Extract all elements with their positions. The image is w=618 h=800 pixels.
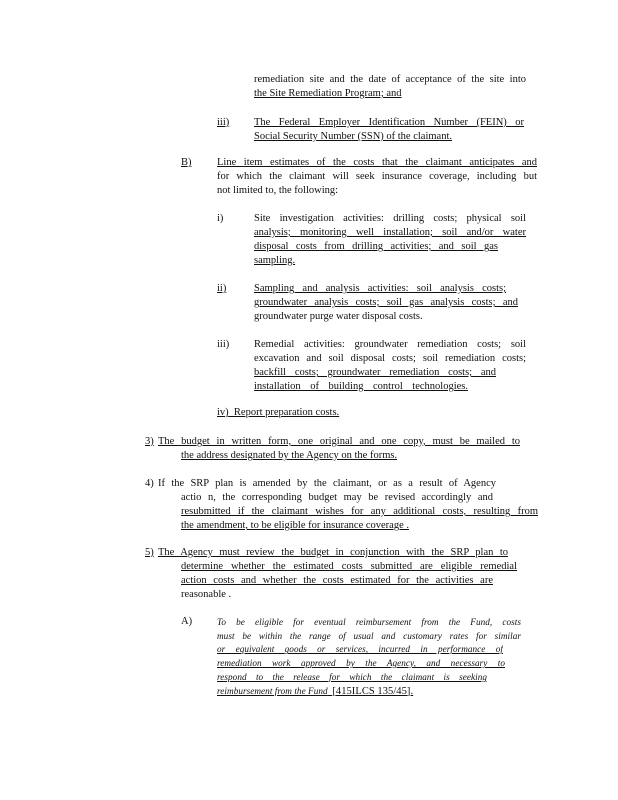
item-b-text (217, 156, 537, 198)
statute-citation: [415ILCS 135/45]. (332, 685, 414, 697)
item-5-line-4: reasonable . (181, 589, 232, 600)
sub-i-line-4: sampling. (254, 255, 296, 266)
sub-iii-line-2: excavation and soil disposal costs; soil remediation costs; (254, 353, 526, 364)
subitem-iv-label: iv) (217, 407, 229, 418)
subitem-i-label: i) (217, 213, 224, 224)
sub-iii-line-3: backfill costs; groundwater remediation costs; and (254, 367, 496, 378)
b-line-3: not limited to, the following: (217, 185, 339, 196)
item-5a-line-6-text: reimbursement from the Fund (217, 685, 328, 696)
subitem-iv (217, 406, 377, 420)
fein-line-2: Social Security Number (SSN) of the claimant. (254, 131, 452, 142)
item-3-text (158, 435, 538, 463)
subitem-ii-label: ii) (217, 283, 227, 294)
sub-i-line-2: analysis; monitoring well installation; soil and/or water (254, 227, 526, 238)
item-4-label: 4) (145, 478, 154, 489)
continuation-paragraph (254, 73, 526, 101)
fein-line-1: The Federal Employer Identification Number (FEIN) or (254, 117, 524, 128)
item-5a-line-6 (217, 685, 461, 699)
continuation-line-2: the Site Remediation Program; and (254, 88, 402, 99)
item-b-label: B) (181, 157, 192, 168)
item-3-line-1: The budget in written form, one original and one copy, must be mailed to (158, 436, 520, 447)
sub-i-line-3: disposal costs from drilling activities; and soil gas (254, 241, 498, 252)
item-3-line-2: the address designated by the Agency on the forms. (181, 450, 398, 461)
b-line-2: for which the claimant will seek insurance coverage, including but (217, 171, 537, 182)
item-4-line-3: resubmitted if the claimant wishes for any additional costs, resulting from (181, 506, 538, 517)
sub-ii-line-1: Sampling and analysis activities: soil analysis costs; (254, 283, 506, 294)
item-4-line-4: the amendment, to be eligible for insurance coverage . (181, 520, 409, 531)
item-5-text (158, 546, 538, 602)
item-5a-line-3: or equivalent goods or services, incurred in performance of (217, 644, 503, 655)
item-5a-line-1: To be eligible for eventual reimbursement from the Fund, costs (217, 617, 521, 627)
item-iii-fein-text (254, 116, 524, 144)
item-iii-fein-label: iii) (217, 117, 230, 128)
item-5-line-3: action costs and whether the costs estimated for the activities are (181, 575, 493, 586)
subitem-iii-text (254, 338, 526, 394)
continuation-line-1: remediation site and the date of acceptance of the site into (254, 74, 526, 85)
item-5a-line-2: must be within the range of usual and customary rates for similar (217, 630, 521, 641)
item-5a-label: A) (181, 616, 193, 627)
subitem-i-text (254, 212, 526, 268)
item-5a-text (217, 616, 521, 698)
sub-ii-line-2: groundwater analysis costs; soil gas analysis costs; and (254, 297, 518, 308)
sub-iii-line-4: installation of building control technologies. (254, 381, 468, 392)
sub-i-line-1: Site investigation activities: drilling costs; physical soil (254, 213, 526, 224)
item-4-line-2: actio n, the corresponding budget may be revised accordingly and (181, 492, 493, 503)
item-5-line-1: The Agency must review the budget in conjunction with the SRP plan to (158, 547, 508, 558)
item-4-text (158, 477, 538, 533)
item-4-line-1: If the SRP plan is amended by the claimant, or as a result of Agency (158, 478, 496, 489)
sub-iii-line-1: Remedial activities: groundwater remediation costs; soil (254, 339, 526, 350)
item-3-label: 3) (145, 436, 154, 447)
subitem-ii-text (254, 282, 518, 324)
subitem-iv-text: Report preparation costs. (233, 407, 340, 418)
item-5a-line-4: remediation work approved by the Agency, and necessary to (217, 658, 505, 669)
subitem-iii-label: iii) (217, 339, 230, 350)
item-5a-line-5: respond to the release for which the claimant is seeking (217, 671, 487, 682)
item-5-line-2: determine whether the estimated costs submitted are eligible remedial (181, 561, 517, 572)
item-5-label: 5) (145, 547, 154, 558)
b-line-1: Line item estimates of the costs that the claimant anticipates and (217, 157, 537, 168)
sub-ii-line-3: groundwater purge water disposal costs. (254, 311, 423, 322)
